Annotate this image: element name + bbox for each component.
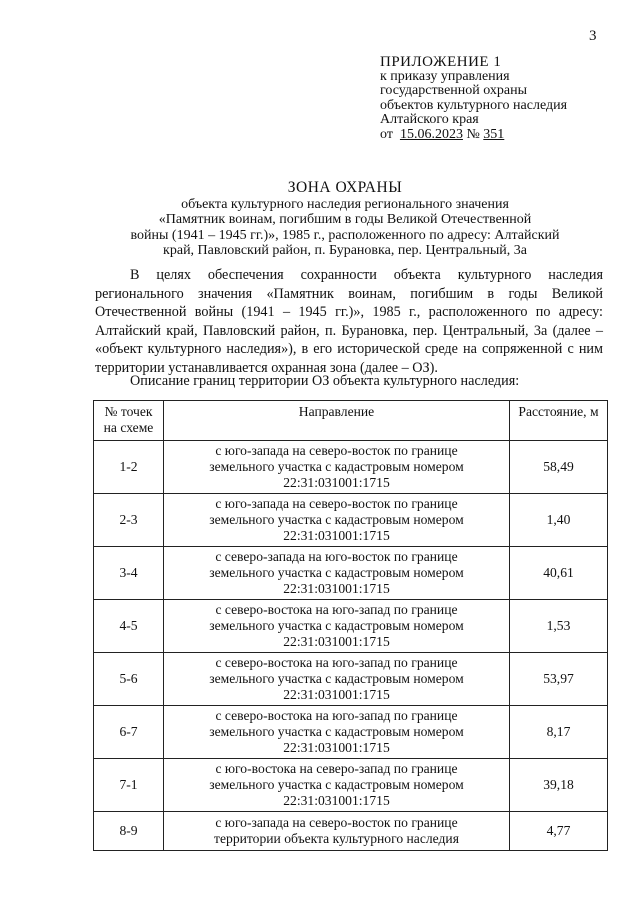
order-prefix: от — [380, 126, 393, 142]
order-number: 351 — [483, 126, 505, 142]
cell-distance: 4,77 — [510, 812, 608, 851]
direction-line: земельного участка с кадастровым номером — [209, 618, 464, 633]
direction-line: 22:31:031001:1715 — [283, 634, 390, 649]
cell-distance: 53,97 — [510, 653, 608, 706]
order-line — [380, 128, 567, 143]
table-header-row — [94, 401, 608, 441]
direction-line: с северо-запада на юго-восток по границе — [215, 549, 458, 564]
cell-points: 5-6 — [94, 653, 164, 706]
appendix-line: к приказу управления — [380, 68, 510, 84]
cell-distance: 58,49 — [510, 441, 608, 494]
direction-line: земельного участка с кадастровым номером — [209, 777, 464, 792]
table-row — [94, 441, 608, 494]
header-points-line: на схеме — [103, 420, 154, 435]
cell-points: 1-2 — [94, 441, 164, 494]
table-row — [94, 494, 608, 547]
title-line: «Памятник воинам, погибшим в годы Великой Отечественной — [158, 212, 532, 227]
cell-points: 3-4 — [94, 547, 164, 600]
cell-distance: 39,18 — [510, 759, 608, 812]
title-line: войны (1941 – 1945 гг.)», 1985 г., расположенного по адресу: Алтайский — [130, 227, 560, 243]
direction-line: земельного участка с кадастровым номером — [209, 565, 464, 580]
cell-direction — [164, 812, 510, 851]
table-row — [94, 706, 608, 759]
header-distance: Расстояние, м — [510, 401, 608, 441]
order-date: 15.06.2023 — [399, 126, 463, 142]
cell-distance: 1,53 — [510, 600, 608, 653]
document-title-block — [80, 180, 610, 259]
cell-points: 2-3 — [94, 494, 164, 547]
cell-points: 7-1 — [94, 759, 164, 812]
direction-line: с юго-запада на северо-восток по границе — [215, 496, 458, 511]
cell-direction — [164, 547, 510, 600]
direction-line: 22:31:031001:1715 — [283, 793, 390, 808]
cell-points: 8-9 — [94, 812, 164, 851]
cell-distance: 8,17 — [510, 706, 608, 759]
intro-paragraph: В целях обеспечения сохранности объекта культурного наследия регионального значения «Памятник воинам, погибшим в годы Великой Отечественной войны (1941 – 1945 гг.)», 1985 г., расположенного по адресу: Алтайский край, Павловский район, п. Бурановка, пер. Центральный, 3а (далее – «объект культурного наследия»), в его исторической среде на сопряженной с ним территории устанавливается охранная зона (далее – ОЗ). — [95, 267, 603, 376]
cell-direction — [164, 653, 510, 706]
direction-line: земельного участка с кадастровым номером — [209, 459, 464, 474]
direction-line: с северо-востока на юго-запад по границе — [215, 708, 458, 723]
page-number: 3 — [589, 28, 597, 44]
direction-line: с северо-востока на юго-запад по границе — [215, 655, 458, 670]
boundary-table — [93, 400, 608, 851]
direction-line: с северо-востока на юго-запад по границе — [215, 602, 458, 617]
cell-direction — [164, 759, 510, 812]
header-direction: Направление — [164, 401, 510, 441]
appendix-line: объектов культурного наследия — [380, 97, 568, 113]
cell-direction — [164, 441, 510, 494]
table-row — [94, 759, 608, 812]
table-row — [94, 812, 608, 851]
direction-line: с юго-востока на северо-запад по границе — [215, 761, 458, 776]
direction-line: 22:31:031001:1715 — [283, 528, 390, 543]
order-number-sign: № — [466, 126, 480, 142]
document-title: ЗОНА ОХРАНЫ — [287, 179, 403, 196]
direction-line: земельного участка с кадастровым номером — [209, 724, 464, 739]
direction-line: 22:31:031001:1715 — [283, 581, 390, 596]
direction-line: территории объекта культурного наследия — [214, 831, 459, 846]
table-row — [94, 600, 608, 653]
direction-line: земельного участка с кадастровым номером — [209, 671, 464, 686]
cell-direction — [164, 600, 510, 653]
cell-points: 6-7 — [94, 706, 164, 759]
table-row — [94, 547, 608, 600]
direction-line: 22:31:031001:1715 — [283, 687, 390, 702]
header-points — [94, 401, 164, 441]
appendix-line: Алтайского края — [380, 112, 479, 127]
appendix-block — [380, 55, 567, 142]
direction-line: 22:31:031001:1715 — [283, 740, 390, 755]
cell-direction — [164, 706, 510, 759]
cell-direction — [164, 494, 510, 547]
direction-line: 22:31:031001:1715 — [283, 475, 390, 490]
cell-distance: 40,61 — [510, 547, 608, 600]
header-points-line: № точек — [104, 404, 153, 419]
cell-points: 4-5 — [94, 600, 164, 653]
title-line: край, Павловский район, п. Бурановка, пер. Центральный, 3а — [163, 243, 527, 258]
appendix-line: государственной охраны — [380, 83, 528, 98]
appendix-heading: ПРИЛОЖЕНИЕ 1 — [380, 54, 502, 70]
direction-line: с юго-запада на северо-восток по границе — [215, 815, 458, 830]
title-line: объекта культурного наследия регионального значения — [181, 196, 509, 212]
direction-line: земельного участка с кадастровым номером — [209, 512, 464, 527]
direction-line: с юго-запада на северо-восток по границе — [215, 443, 458, 458]
cell-distance: 1,40 — [510, 494, 608, 547]
boundary-description-heading: Описание границ территории ОЗ объекта культурного наследия: — [130, 373, 520, 389]
table-row — [94, 653, 608, 706]
